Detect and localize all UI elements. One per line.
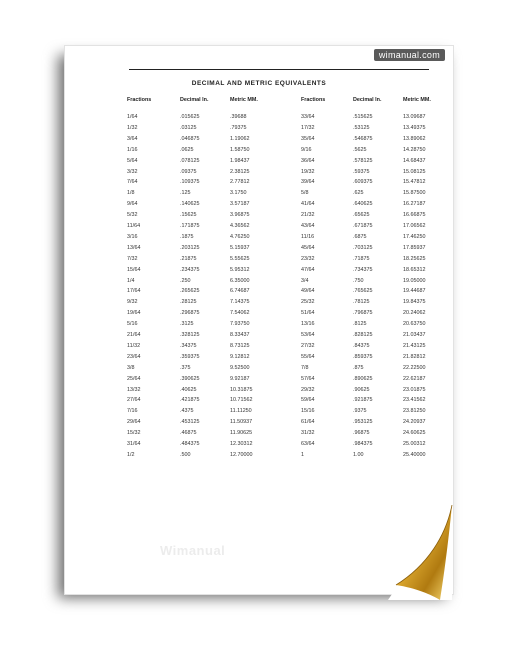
table-row xyxy=(65,147,453,157)
metric-right-cell: 21.82812 xyxy=(403,353,426,360)
table-row xyxy=(65,299,453,309)
header-decimal-left: Decimal In. xyxy=(180,97,209,103)
decimal-right-cell: .671875 xyxy=(353,223,373,229)
fraction-right-cell: 1 xyxy=(301,451,304,458)
fraction-right-cell: 47/64 xyxy=(301,266,315,273)
decimal-left-cell: .1875 xyxy=(180,233,194,240)
metric-right-cell: 22.62187 xyxy=(403,375,426,382)
metric-left-cell: 3.57187 xyxy=(230,201,250,208)
fraction-right-cell: 21/32 xyxy=(301,212,315,219)
decimal-left-cell: .109375 xyxy=(180,179,200,186)
decimal-left-cell: .46875 xyxy=(180,430,197,437)
fraction-left-cell: 13/64 xyxy=(127,244,141,251)
fraction-right-cell: 53/64 xyxy=(301,332,315,338)
decimal-right-cell: .9375 xyxy=(353,408,367,415)
decimal-left-cell: .390625 xyxy=(180,375,200,382)
metric-left-cell: 7.93750 xyxy=(230,321,250,328)
table-row xyxy=(65,136,453,146)
metric-left-cell: 3.96875 xyxy=(230,212,250,219)
header-metric-left: Metric MM. xyxy=(230,97,258,103)
metric-left-cell: 6.35000 xyxy=(230,277,250,284)
fraction-left-cell: 1/8 xyxy=(127,190,135,197)
table-row xyxy=(65,169,453,179)
decimal-right-cell: .765625 xyxy=(353,288,373,295)
metric-left-cell: 9.12812 xyxy=(230,353,250,360)
fraction-right-cell: 27/32 xyxy=(301,342,315,349)
table-row xyxy=(65,419,453,429)
header-metric-right: Metric MM. xyxy=(403,97,431,103)
metric-left-cell: 12.30312 xyxy=(230,441,253,447)
metric-left-cell: 11.90625 xyxy=(230,430,253,437)
top-rule xyxy=(129,69,429,70)
metric-left-cell: 8.73125 xyxy=(230,342,250,349)
decimal-right-cell: .953125 xyxy=(353,419,373,426)
fraction-right-cell: 31/32 xyxy=(301,430,315,437)
decimal-right-cell: .96875 xyxy=(353,430,370,437)
fraction-left-cell: 21/64 xyxy=(127,332,141,338)
table-row xyxy=(65,114,453,124)
fraction-left-cell: 15/32 xyxy=(127,430,141,437)
table-row xyxy=(65,321,453,331)
metric-left-cell: 7.54062 xyxy=(230,310,250,317)
fraction-left-cell: 11/32 xyxy=(127,342,141,349)
fraction-right-cell: 9/16 xyxy=(301,146,312,153)
decimal-left-cell: .15625 xyxy=(180,212,197,219)
fraction-left-cell: 9/64 xyxy=(127,201,138,208)
metric-right-cell: 16.66875 xyxy=(403,212,426,219)
metric-right-cell: 24.60625 xyxy=(403,430,426,437)
decimal-left-cell: .125 xyxy=(180,190,191,197)
fraction-right-cell: 36/64 xyxy=(301,157,315,164)
decimal-right-cell: .796875 xyxy=(353,310,373,317)
metric-right-cell: 21.03437 xyxy=(403,332,426,338)
decimal-right-cell: .78125 xyxy=(353,299,370,306)
table-row xyxy=(65,397,453,407)
metric-right-cell: 13.49375 xyxy=(403,124,426,131)
decimal-left-cell: .078125 xyxy=(180,157,200,164)
metric-left-cell: 2.38125 xyxy=(230,168,250,175)
metric-right-cell: 17.46250 xyxy=(403,233,426,240)
metric-left-cell: 10.71562 xyxy=(230,397,253,404)
decimal-left-cell: .28125 xyxy=(180,299,197,306)
fraction-left-cell: 13/32 xyxy=(127,386,141,393)
metric-left-cell: 6.74687 xyxy=(230,288,250,295)
decimal-right-cell: .5625 xyxy=(353,146,367,153)
table-row xyxy=(65,158,453,168)
table-row xyxy=(65,125,453,135)
fraction-left-cell: 1/4 xyxy=(127,277,135,284)
fraction-left-cell: 9/32 xyxy=(127,299,138,306)
fraction-left-cell: 27/64 xyxy=(127,397,141,404)
decimal-left-cell: .171875 xyxy=(180,223,200,229)
fraction-right-cell: 55/64 xyxy=(301,353,315,360)
metric-left-cell: 2.77812 xyxy=(230,179,250,186)
footer-logo xyxy=(160,542,260,556)
table-row xyxy=(65,288,453,298)
table-row xyxy=(65,267,453,277)
metric-right-cell: 23.01875 xyxy=(403,386,426,393)
footer-logo-text: Wimanual xyxy=(160,543,226,558)
fraction-right-cell: 39/64 xyxy=(301,179,315,186)
decimal-right-cell: .71875 xyxy=(353,255,370,262)
fraction-left-cell: 19/64 xyxy=(127,310,141,317)
table-row xyxy=(65,332,453,342)
decimal-left-cell: .453125 xyxy=(180,419,200,426)
decimal-right-cell: .828125 xyxy=(353,332,373,338)
decimal-right-cell: .984375 xyxy=(353,441,373,447)
fraction-right-cell: 49/64 xyxy=(301,288,315,295)
decimal-left-cell: .40625 xyxy=(180,386,197,393)
table-row xyxy=(65,430,453,440)
fraction-right-cell: 25/32 xyxy=(301,299,315,306)
metric-left-cell: 5.15937 xyxy=(230,244,250,251)
decimal-left-cell: .3125 xyxy=(180,321,194,328)
fraction-left-cell: 31/64 xyxy=(127,441,141,447)
metric-left-cell: 7.14375 xyxy=(230,299,250,306)
table-row xyxy=(65,212,453,222)
table-row xyxy=(65,179,453,189)
metric-left-cell: 12.70000 xyxy=(230,451,253,458)
fraction-left-cell: 7/32 xyxy=(127,255,138,262)
metric-right-cell: 13.89062 xyxy=(403,135,426,142)
fraction-left-cell: 1/2 xyxy=(127,451,135,458)
decimal-right-cell: .59375 xyxy=(353,168,370,175)
metric-right-cell: 23.41562 xyxy=(403,397,426,404)
table-row xyxy=(65,387,453,397)
fraction-right-cell: 19/32 xyxy=(301,168,315,175)
table-row xyxy=(65,223,453,233)
header-decimal-right: Decimal In. xyxy=(353,97,382,103)
metric-left-cell: 1.19062 xyxy=(230,135,250,142)
decimal-right-cell: .625 xyxy=(353,190,364,197)
fraction-right-cell: 15/16 xyxy=(301,408,315,415)
table-row xyxy=(65,408,453,418)
fraction-left-cell: 7/64 xyxy=(127,179,138,186)
metric-left-cell: 4.76250 xyxy=(230,233,250,240)
metric-left-cell: 4.36562 xyxy=(230,223,250,229)
metric-right-cell: 15.47812 xyxy=(403,179,426,186)
decimal-left-cell: .265625 xyxy=(180,288,200,295)
metric-left-cell: .39688 xyxy=(230,114,247,120)
fraction-left-cell: 1/16 xyxy=(127,146,138,153)
decimal-left-cell: .328125 xyxy=(180,332,200,338)
decimal-left-cell: .21875 xyxy=(180,255,197,262)
metric-right-cell: 24.20937 xyxy=(403,419,426,426)
decimal-right-cell: .546875 xyxy=(353,135,373,142)
decimal-right-cell: .859375 xyxy=(353,353,373,360)
fraction-left-cell: 3/64 xyxy=(127,135,138,142)
fraction-right-cell: 59/64 xyxy=(301,397,315,404)
metric-right-cell: 20.24062 xyxy=(403,310,426,317)
decimal-right-cell: .53125 xyxy=(353,124,370,131)
decimal-left-cell: .500 xyxy=(180,451,191,458)
table-row xyxy=(65,452,453,462)
metric-right-cell: 16.27187 xyxy=(403,201,426,208)
metric-right-cell: 19.44687 xyxy=(403,288,426,295)
decimal-left-cell: .4375 xyxy=(180,408,194,415)
metric-right-cell: 21.43125 xyxy=(403,342,426,349)
fraction-right-cell: 11/16 xyxy=(301,233,315,240)
decimal-right-cell: .8125 xyxy=(353,321,367,328)
fraction-left-cell: 7/16 xyxy=(127,408,138,415)
metric-right-cell: 15.08125 xyxy=(403,168,426,175)
decimal-right-cell: .734375 xyxy=(353,266,373,273)
metric-left-cell: 5.95312 xyxy=(230,266,250,273)
table-row xyxy=(65,234,453,244)
fraction-right-cell: 51/64 xyxy=(301,310,315,317)
metric-left-cell: 5.55625 xyxy=(230,255,250,262)
metric-right-cell: 18.25625 xyxy=(403,255,426,262)
metric-right-cell: 14.28750 xyxy=(403,146,426,153)
metric-right-cell: 18.65312 xyxy=(403,266,426,273)
table-title: DECIMAL AND METRIC EQUIVALENTS xyxy=(191,80,327,87)
table-row xyxy=(65,310,453,320)
watermark-badge: wimanual.com xyxy=(374,49,445,61)
fraction-right-cell: 45/64 xyxy=(301,244,315,251)
metric-right-cell: 25.00312 xyxy=(403,441,426,447)
fraction-left-cell: 17/64 xyxy=(127,288,141,295)
fraction-right-cell: 35/64 xyxy=(301,135,315,142)
metric-right-cell: 22.22500 xyxy=(403,364,426,371)
fraction-left-cell: 25/64 xyxy=(127,375,141,382)
page-curl-icon xyxy=(388,505,458,600)
metric-right-cell: 17.06562 xyxy=(403,223,426,229)
decimal-left-cell: .234375 xyxy=(180,266,200,273)
decimal-right-cell: .921875 xyxy=(353,397,373,404)
fraction-left-cell: 3/8 xyxy=(127,364,135,371)
fraction-left-cell: 15/64 xyxy=(127,266,141,273)
table-row xyxy=(65,354,453,364)
metric-right-cell: 13.09687 xyxy=(403,114,426,120)
fraction-right-cell: 5/8 xyxy=(301,190,309,197)
fraction-left-cell: 1/64 xyxy=(127,114,138,120)
fraction-right-cell: 57/64 xyxy=(301,375,315,382)
metric-left-cell: 9.92187 xyxy=(230,375,250,382)
decimal-left-cell: .296875 xyxy=(180,310,200,317)
decimal-left-cell: .484375 xyxy=(180,441,200,447)
fraction-left-cell: 5/16 xyxy=(127,321,138,328)
decimal-left-cell: .09375 xyxy=(180,168,197,175)
decimal-left-cell: .046875 xyxy=(180,135,200,142)
decimal-right-cell: .640625 xyxy=(353,201,373,208)
fraction-right-cell: 23/32 xyxy=(301,255,315,262)
decimal-right-cell: .84375 xyxy=(353,342,370,349)
metric-left-cell: 1.58750 xyxy=(230,146,250,153)
metric-right-cell: 15.87500 xyxy=(403,190,426,197)
metric-left-cell: 1.98437 xyxy=(230,157,250,164)
table-row xyxy=(65,245,453,255)
table-row xyxy=(65,365,453,375)
decimal-right-cell: .578125 xyxy=(353,157,373,164)
decimal-right-cell: .750 xyxy=(353,277,364,284)
decimal-left-cell: .34375 xyxy=(180,342,197,349)
fraction-right-cell: 7/8 xyxy=(301,364,309,371)
fraction-left-cell: 1/32 xyxy=(127,124,138,131)
decimal-left-cell: .250 xyxy=(180,277,191,284)
fraction-right-cell: 61/64 xyxy=(301,419,315,426)
decimal-right-cell: .609375 xyxy=(353,179,373,186)
header-fractions-right: Fractions xyxy=(301,97,326,103)
metric-right-cell: 23.81250 xyxy=(403,408,426,415)
table-row xyxy=(65,256,453,266)
fraction-right-cell: 29/32 xyxy=(301,386,315,393)
decimal-left-cell: .015625 xyxy=(180,114,200,120)
table-row xyxy=(65,376,453,386)
fraction-left-cell: 3/16 xyxy=(127,233,138,240)
fraction-left-cell: 5/32 xyxy=(127,212,138,219)
decimal-left-cell: .375 xyxy=(180,364,191,371)
decimal-left-cell: .140625 xyxy=(180,201,200,208)
fraction-left-cell: 3/32 xyxy=(127,168,138,175)
metric-left-cell: 9.52500 xyxy=(230,364,250,371)
fraction-left-cell: 23/64 xyxy=(127,353,141,360)
fraction-right-cell: 63/64 xyxy=(301,441,315,447)
decimal-left-cell: .0625 xyxy=(180,146,194,153)
fraction-left-cell: 5/64 xyxy=(127,157,138,164)
table-row xyxy=(65,278,453,288)
fraction-right-cell: 41/64 xyxy=(301,201,315,208)
decimal-left-cell: .359375 xyxy=(180,353,200,360)
metric-left-cell: 11.50937 xyxy=(230,419,253,426)
decimal-right-cell: .890625 xyxy=(353,375,373,382)
fraction-right-cell: 43/64 xyxy=(301,223,315,229)
fraction-right-cell: 33/64 xyxy=(301,114,315,120)
fraction-right-cell: 17/32 xyxy=(301,124,315,131)
fraction-right-cell: 3/4 xyxy=(301,277,309,284)
metric-right-cell: 17.85937 xyxy=(403,244,426,251)
decimal-right-cell: .6875 xyxy=(353,233,367,240)
table-row xyxy=(65,441,453,451)
metric-right-cell: 19.84375 xyxy=(403,299,426,306)
decimal-right-cell: .515625 xyxy=(353,114,373,120)
decimal-right-cell: .90625 xyxy=(353,386,370,393)
metric-right-cell: 25.40000 xyxy=(403,451,426,458)
metric-left-cell: 10.31875 xyxy=(230,386,253,393)
decimal-right-cell: .65625 xyxy=(353,212,370,219)
decimal-right-cell: .703125 xyxy=(353,244,373,251)
table-row xyxy=(65,201,453,211)
table-row xyxy=(65,343,453,353)
decimal-right-cell: 1.00 xyxy=(353,451,364,458)
fraction-right-cell: 13/16 xyxy=(301,321,315,328)
metric-left-cell: 3.1750 xyxy=(230,190,247,197)
metric-right-cell: 20.63750 xyxy=(403,321,426,328)
table-row xyxy=(65,190,453,200)
metric-right-cell: 14.68437 xyxy=(403,157,426,164)
metric-left-cell: .79375 xyxy=(230,124,247,131)
decimal-right-cell: .875 xyxy=(353,364,364,371)
metric-left-cell: 11.11250 xyxy=(230,408,252,415)
header-fractions-left: Fractions xyxy=(127,97,152,103)
fraction-left-cell: 29/64 xyxy=(127,419,141,426)
fraction-left-cell: 11/64 xyxy=(127,223,141,229)
decimal-left-cell: .203125 xyxy=(180,244,200,251)
metric-right-cell: 19.05000 xyxy=(403,277,426,284)
metric-left-cell: 8.33437 xyxy=(230,332,250,338)
decimal-left-cell: .03125 xyxy=(180,124,197,131)
decimal-left-cell: .421875 xyxy=(180,397,200,404)
